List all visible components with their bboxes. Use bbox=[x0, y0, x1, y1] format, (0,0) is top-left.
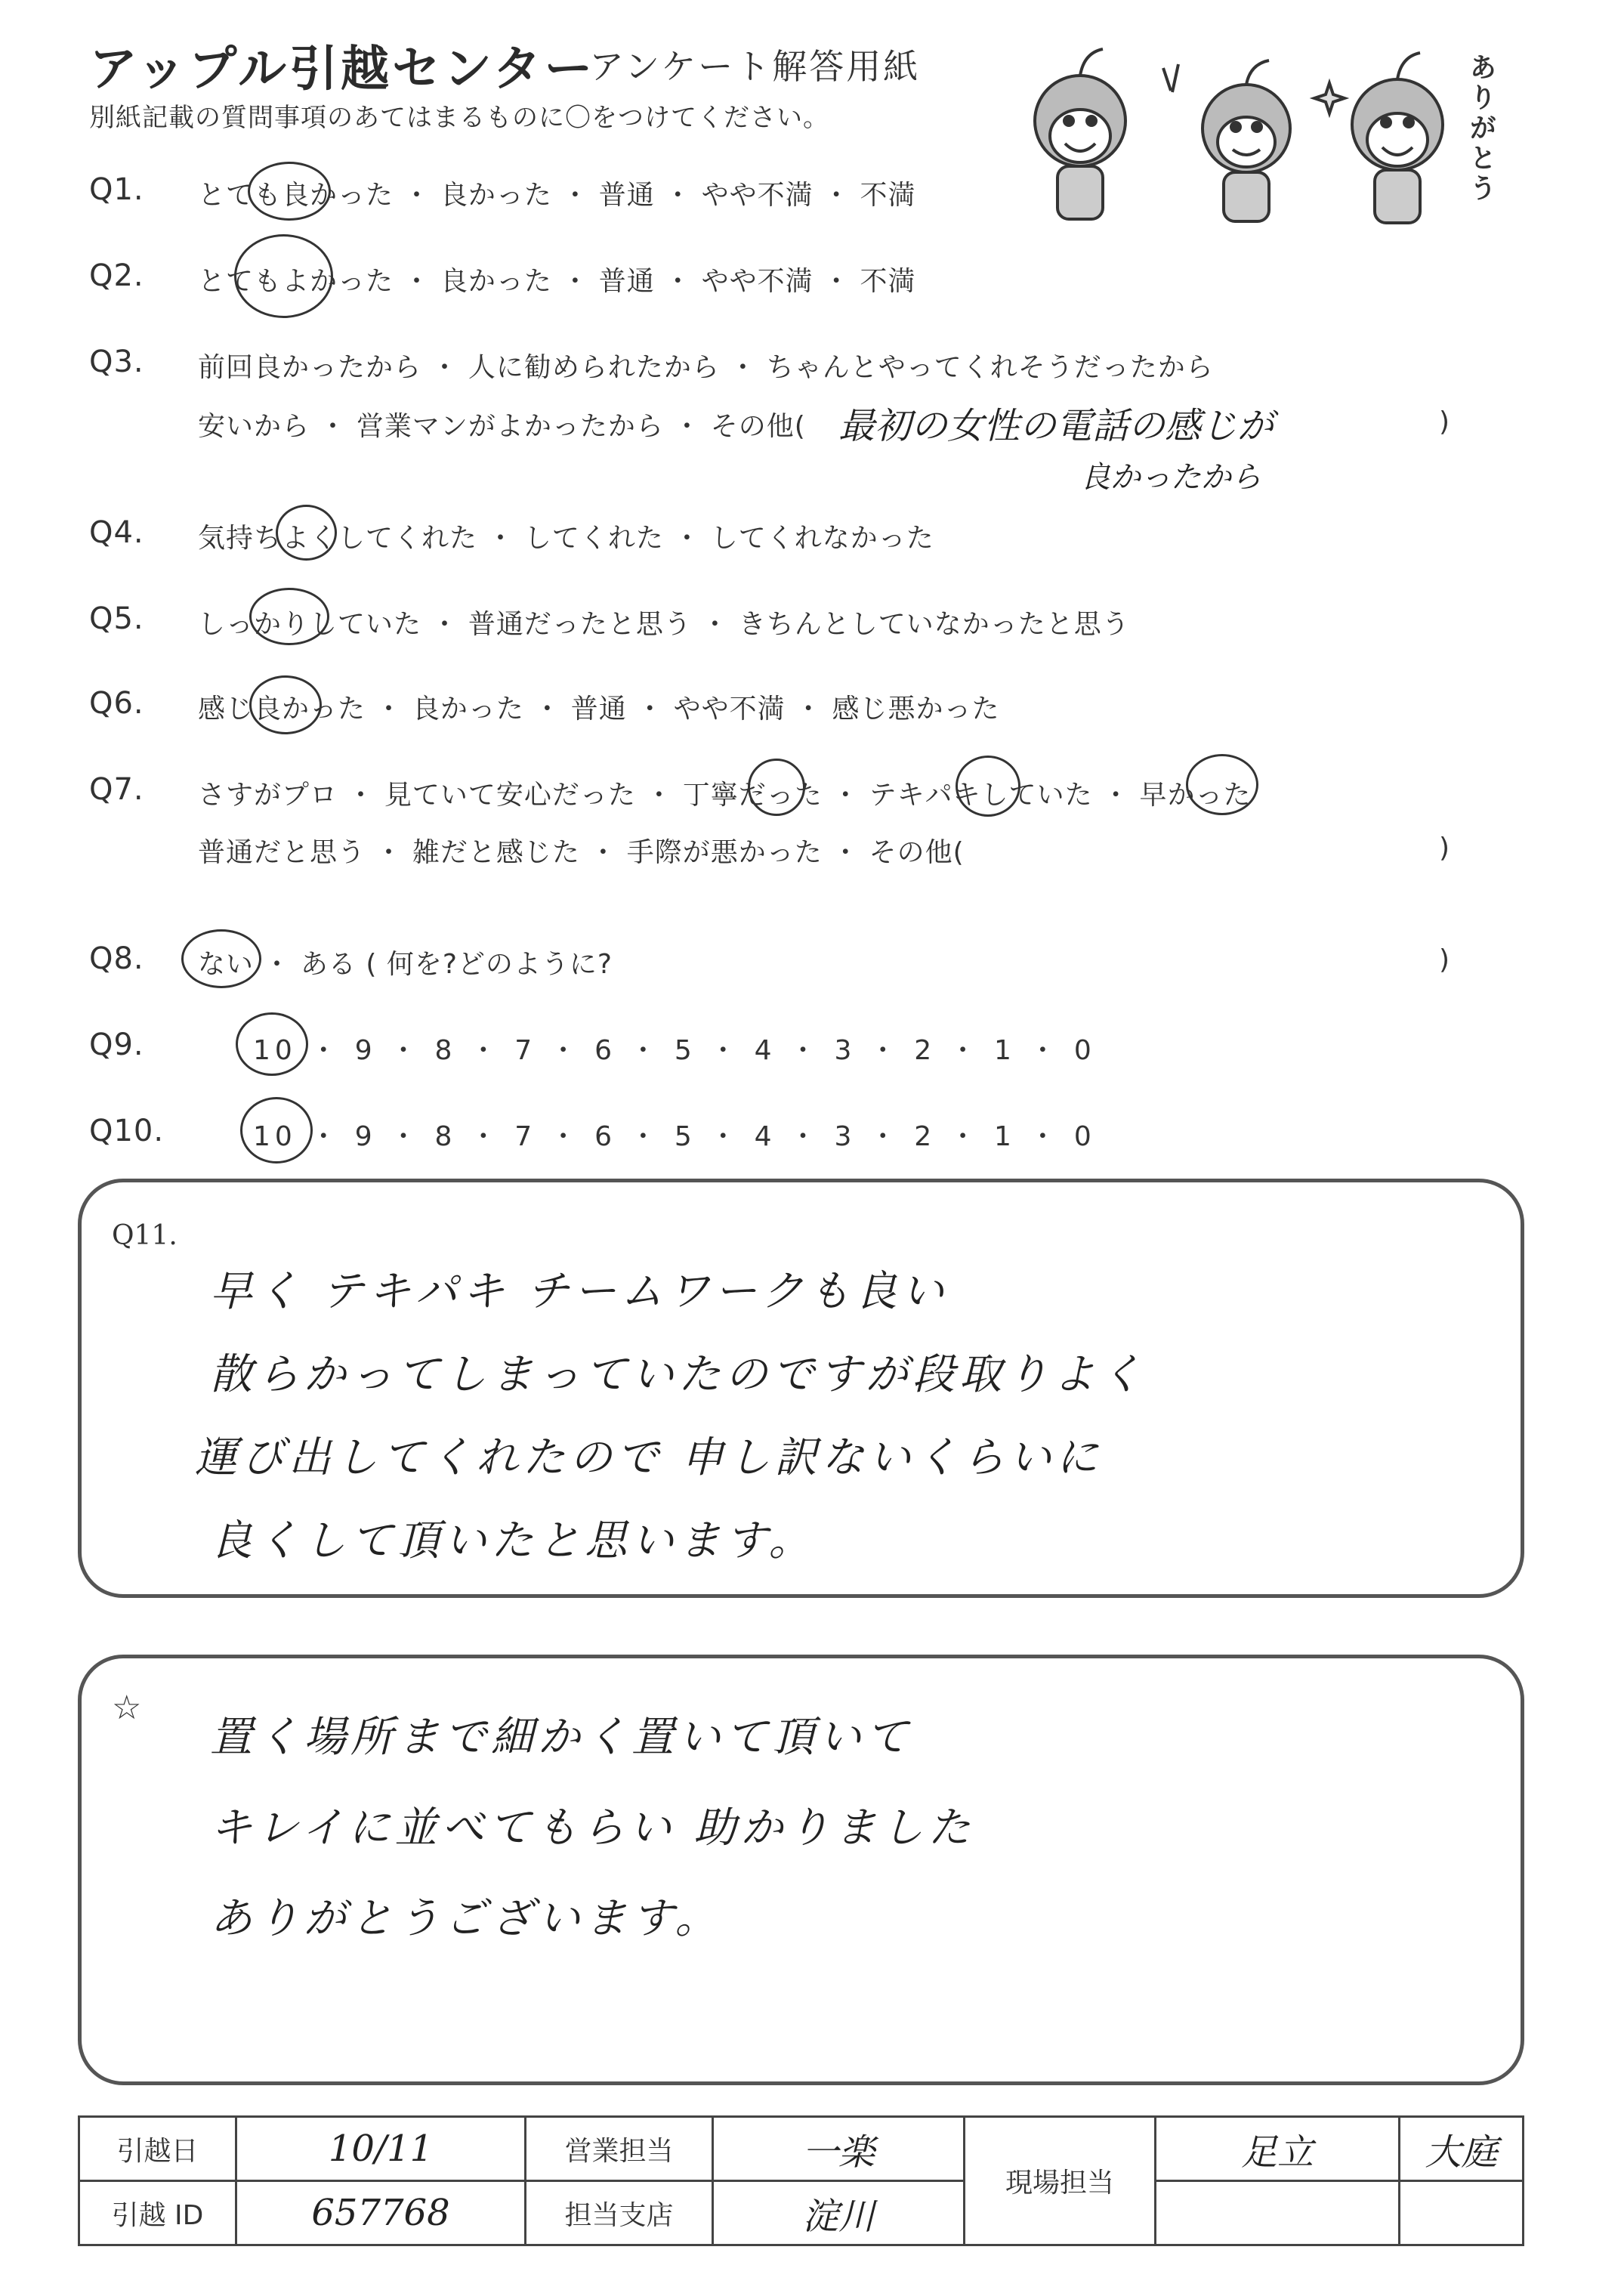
q11-label: Q11. bbox=[112, 1220, 178, 1251]
additional-comment-box bbox=[78, 1655, 1524, 2085]
site-staff-1: 足立 bbox=[1156, 2117, 1400, 2181]
q6-options: 感じ良かった ・ 良かった ・ 普通 ・ やや不満 ・ 感じ悪かった bbox=[198, 694, 1000, 725]
site-staff-empty-1 bbox=[1156, 2181, 1400, 2245]
q7-options-line2: 普通だと思う ・ 雑だと感じた ・ 手際が悪かった ・ その他( bbox=[198, 837, 965, 868]
q3-close-paren: ) bbox=[1439, 406, 1450, 437]
move-date-label: 引越日 bbox=[79, 2117, 236, 2181]
q7-options-line1: さすがプロ ・ 見ていて安心だった ・ 丁寧だった ・ テキパキしていた ・ 早かった bbox=[198, 780, 1252, 811]
footer-info-table bbox=[78, 2115, 1524, 2246]
q3-options-line2: 安いから ・ 営業マンがよかったから ・ その他( bbox=[198, 411, 806, 442]
q11-line-1: 早く テキパキ チームワークも良い bbox=[210, 1267, 949, 1316]
q4-answer-circle bbox=[276, 505, 337, 561]
q8-close-paren: ) bbox=[1439, 944, 1450, 975]
q3-number: Q3. bbox=[89, 345, 144, 379]
star-box-line-1: 置く場所まで細かく置いて頂いて bbox=[210, 1713, 912, 1762]
q8-answer-circle bbox=[181, 929, 261, 988]
branch-value: 淀川 bbox=[713, 2181, 965, 2245]
star-box-line-2: キレイに並べてもらい 助かりました bbox=[210, 1803, 975, 1853]
branch-label: 担当支店 bbox=[526, 2181, 713, 2245]
company-title: アップル引越センター bbox=[89, 42, 596, 97]
move-date-value: 10/11 bbox=[236, 2117, 526, 2181]
q6-number: Q6. bbox=[89, 686, 144, 721]
q5-answer-circle bbox=[249, 588, 329, 645]
q9-number: Q9. bbox=[89, 1028, 144, 1062]
q1-number: Q1. bbox=[89, 172, 144, 207]
q8-number: Q8. bbox=[89, 941, 144, 976]
monkey-mascots-illustration bbox=[1012, 38, 1496, 234]
q2-answer-circle bbox=[234, 234, 333, 318]
q2-options: とてもよかった ・ 良かった ・ 普通 ・ やや不満 ・ 不満 bbox=[198, 266, 916, 297]
q11-comment-box bbox=[78, 1179, 1524, 1598]
q10-number: Q10. bbox=[89, 1114, 165, 1148]
q3-handwritten-answer-line1: 最初の女性の電話の感じが bbox=[838, 405, 1274, 447]
q11-line-2: 散らかってしまっていたのですが段取りよく bbox=[210, 1350, 1147, 1399]
move-id-label: 引越 ID bbox=[79, 2181, 236, 2245]
star-icon: ☆ bbox=[112, 1689, 142, 1727]
q11-line-4: 良くして頂いたと思います。 bbox=[210, 1516, 816, 1565]
q7-answer-circle-quick-work bbox=[956, 756, 1020, 817]
q7-number: Q7. bbox=[89, 772, 144, 807]
q4-number: Q4. bbox=[89, 515, 144, 550]
star-box-line-3: ありがとうございます。 bbox=[210, 1894, 722, 1943]
q7-answer-circle-polite bbox=[748, 759, 805, 816]
q3-handwritten-answer-line2: 良かったから bbox=[1080, 460, 1261, 495]
q1-options: とても良かった ・ 良かった ・ 普通 ・ やや不満 ・ 不満 bbox=[198, 180, 916, 211]
q7-answer-circle-fast bbox=[1186, 754, 1258, 815]
q4-options: 気持ちよくしてくれた ・ してくれた ・ してくれなかった bbox=[198, 523, 934, 554]
site-staff-2: 大庭 bbox=[1400, 2117, 1524, 2181]
q9-scale: 10 ・ 9 ・ 8 ・ 7 ・ 6 ・ 5 ・ 4 ・ 3 ・ 2 ・ 1 ・ 0 bbox=[253, 1035, 1096, 1066]
form-subtitle: アンケート解答用紙 bbox=[589, 46, 921, 87]
q2-number: Q2. bbox=[89, 258, 144, 293]
q3-options-line1: 前回良かったから ・ 人に勧められたから ・ ちゃんとやってくれそうだったから bbox=[198, 352, 1214, 383]
sales-staff-value: 一楽 bbox=[713, 2117, 965, 2181]
q8-options: ない ・ ある ( 何を?どのように? bbox=[198, 949, 613, 980]
instruction-text: 別紙記載の質問事項のあてはまるものに〇をつけてください。 bbox=[89, 103, 829, 133]
site-staff-empty-2 bbox=[1400, 2181, 1524, 2245]
q10-scale: 10 ・ 9 ・ 8 ・ 7 ・ 6 ・ 5 ・ 4 ・ 3 ・ 2 ・ 1 ・ 0 bbox=[253, 1121, 1096, 1152]
q9-answer-circle bbox=[236, 1012, 308, 1076]
q7-close-paren: ) bbox=[1439, 833, 1450, 864]
q5-number: Q5. bbox=[89, 601, 144, 636]
q11-line-3: 運び出してくれたので 申し訳ないくらいに bbox=[195, 1433, 1103, 1482]
q1-answer-circle bbox=[248, 162, 331, 221]
move-id-value: 657768 bbox=[236, 2181, 526, 2245]
site-staff-label: 現場担当 bbox=[965, 2117, 1156, 2245]
q10-answer-circle bbox=[240, 1097, 313, 1163]
sales-staff-label: 営業担当 bbox=[526, 2117, 713, 2181]
thanks-vertical-text: ありがとう bbox=[1465, 53, 1496, 204]
q5-options: しっかりしていた ・ 普通だったと思う ・ きちんとしていなかったと思う bbox=[198, 609, 1130, 640]
q6-answer-circle bbox=[249, 675, 322, 734]
